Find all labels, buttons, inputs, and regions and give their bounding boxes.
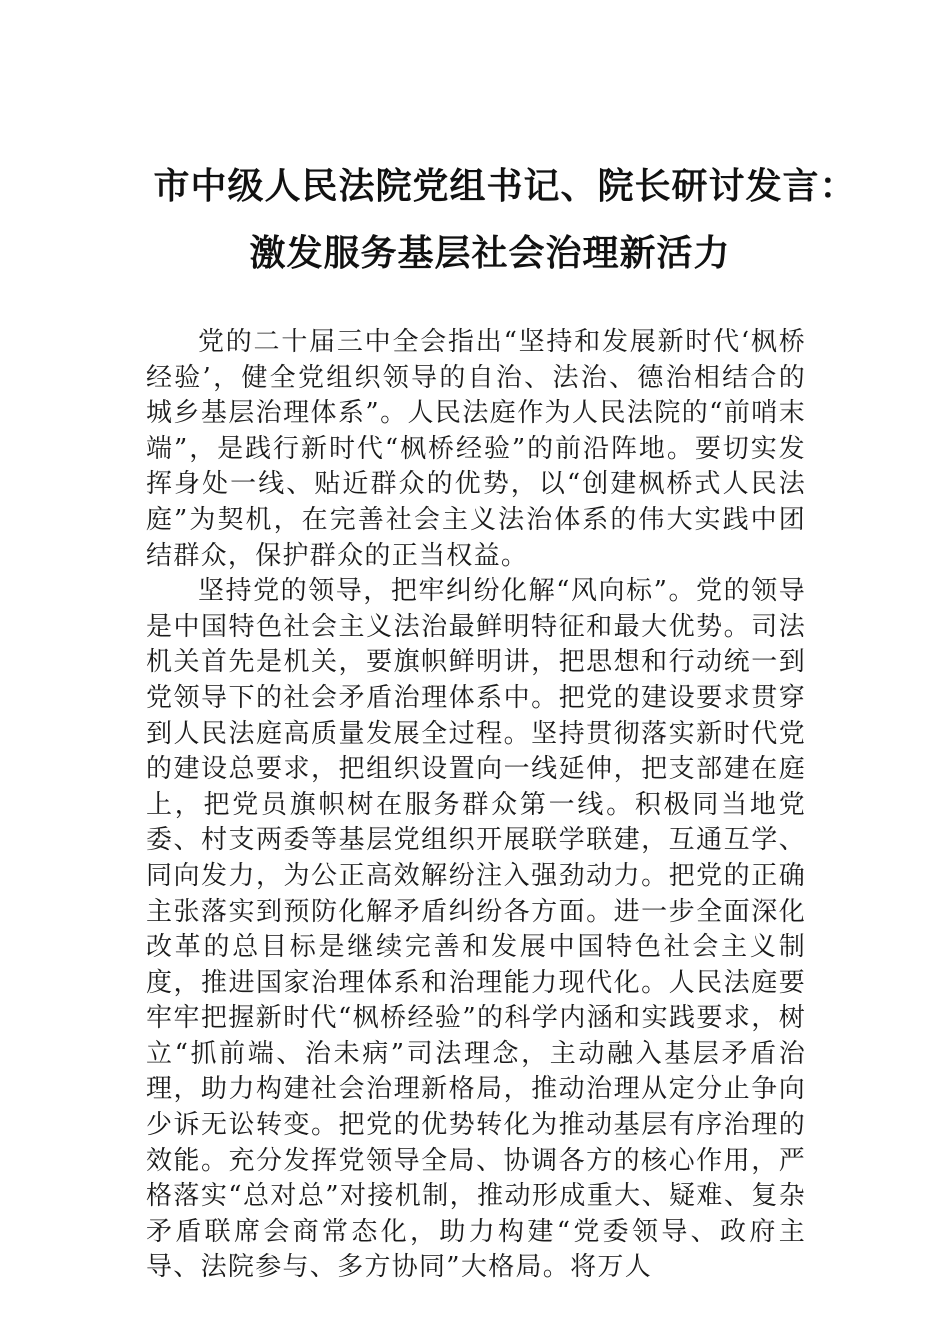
document-title-line-2: 激发服务基层社会治理新活力 <box>249 232 731 274</box>
document-body <box>146 325 806 1286</box>
document-title-line-1: 市中级人民法院党组书记、院长研讨发言： <box>153 165 857 207</box>
paragraph-1: 党的二十届三中全会指出“坚持和发展新时代‘枫桥经验’，健全党组织领导的自治、法治、德治相结合的城乡基层治理体系”。人民法庭作为人民法院的“前哨末端”，是践行新时代“枫桥经验”的前沿阵地。要切实发挥身处一线、贴近群众的优势，以“创建枫桥式人民法庭”为契机，在完善社会主义法治体系的伟大实践中团结群众，保护群众的正当权益。 <box>146 327 806 571</box>
paragraph-2: 坚持党的领导，把牢纠纷化解“风向标”。党的领导是中国特色社会主义法治最鲜明特征和最大优势。司法机关首先是机关，要旗帜鲜明讲，把思想和行动统一到党领导下的社会矛盾治理体系中。把党的建设要求贯穿到人民法庭高质量发展全过程。坚持贯彻落实新时代党的建设总要求，把组织设置向一线延伸，把支部建在庭上，把党员旗帜树在服务群众第一线。积极同当地党委、村支两委等基层党组织开展联学联建，互通互学、同向发力，为公正高效解纷注入强劲动力。把党的正确主张落实到预防化解矛盾纠纷各方面。进一步全面深化改革的总目标是继续完善和发展中国特色社会主义制度，推进国家治理体系和治理能力现代化。人民法庭要牢牢把握新时代“枫桥经验”的科学内涵和实践要求，树立“抓前端、治未病”司法理念，主动融入基层矛盾治理，助力构建社会治理新格局，推动治理从定分止争向少诉无讼转变。把党的优势转化为推动基层有序治理的效能。充分发挥党领导全局、协调各方的核心作用，严格落实“总对总”对接机制，推动形成重大、疑难、复杂矛盾联席会商常态化，助力构建“党委领导、政府主导、法院参与、多方协同”大格局。将万人 <box>146 576 806 1283</box>
